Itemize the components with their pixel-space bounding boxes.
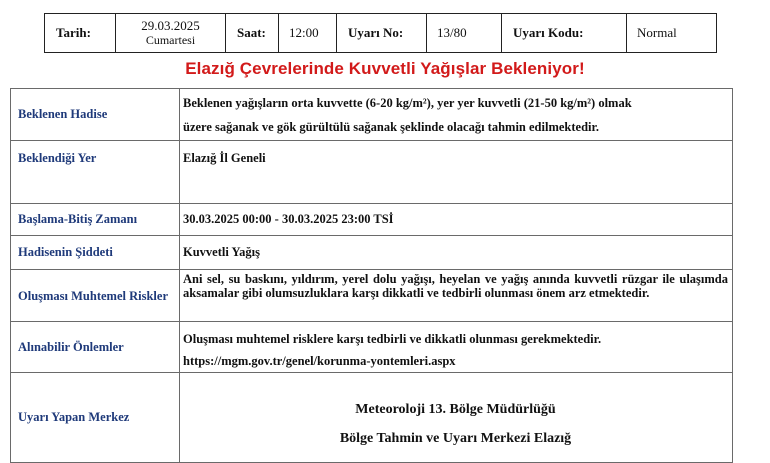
warning-header-table	[44, 13, 717, 53]
issuer-line1: Meteoroloji 13. Bölge Müdürlüğü	[355, 402, 556, 417]
table-row	[11, 236, 733, 270]
risks-label: Oluşması Muhtemel Riskler	[11, 270, 180, 322]
warning-detail-table	[10, 88, 733, 463]
start-end-value: 30.03.2025 00:00 - 30.03.2025 23:00 TSİ	[180, 204, 733, 236]
issuer-value	[180, 373, 733, 463]
expected-event-label: Beklenen Hadise	[11, 89, 180, 141]
warning-code-label: Uyarı Kodu:	[502, 14, 627, 53]
expected-event-line2: üzere sağanak ve gök gürültülü sağanak şeklinde olacağı tahmin edilmektedir.	[183, 119, 600, 134]
date-label: Tarih:	[45, 14, 116, 53]
expected-place-value: Elazığ İl Geneli	[180, 141, 733, 204]
expected-event-value	[180, 89, 733, 141]
page-title: Elazığ Çevrelerinde Kuvvetli Yağışlar Bekleniyor!	[185, 59, 585, 78]
precautions-line1: Oluşması muhtemel risklere karşı tedbirli ve dikkatli olunması gerekmektedir.	[183, 332, 602, 346]
expected-event-line1: Beklenen yağışların orta kuvvette (6-20 kg/m²), yer yer kuvvetli (21-50 kg/m²) olmak	[183, 95, 632, 110]
warning-code-value: Normal	[627, 14, 717, 53]
warning-no-label: Uyarı No:	[337, 14, 427, 53]
table-row	[11, 373, 733, 463]
risks-value: Ani sel, su baskını, yıldırım, yerel dolu yağışı, heyelan ve yağış anında kuvvetli rüzgar ile ulaşımda aksamalar gibi olumsuzluklara karşı dikkatli ve tedbirli olunması önem arz etmektedir.	[180, 270, 733, 322]
precautions-link[interactable]: https://mgm.gov.tr/genel/korunma-yontemleri.aspx	[183, 354, 456, 368]
table-row	[11, 204, 733, 236]
date-day: Cumartesi	[145, 33, 196, 47]
date-value: 29.03.2025	[141, 18, 200, 33]
issuer-label: Uyarı Yapan Merkez	[11, 373, 180, 463]
time-label: Saat:	[226, 14, 279, 53]
table-row	[11, 141, 733, 204]
precautions-value	[180, 322, 733, 373]
date-cell	[116, 14, 226, 53]
start-end-label: Başlama-Bitiş Zamanı	[11, 204, 180, 236]
table-row	[11, 270, 733, 322]
severity-label: Hadisenin Şiddeti	[11, 236, 180, 270]
warning-no-value: 13/80	[427, 14, 502, 53]
table-row	[11, 322, 733, 373]
severity-value: Kuvvetli Yağış	[180, 236, 733, 270]
issuer-line2: Bölge Tahmin ve Uyarı Merkezi Elazığ	[339, 431, 572, 446]
table-row	[11, 89, 733, 141]
time-value: 12:00	[279, 14, 337, 53]
precautions-label: Alınabilir Önlemler	[11, 322, 180, 373]
expected-place-label: Beklendiği Yer	[11, 141, 180, 204]
